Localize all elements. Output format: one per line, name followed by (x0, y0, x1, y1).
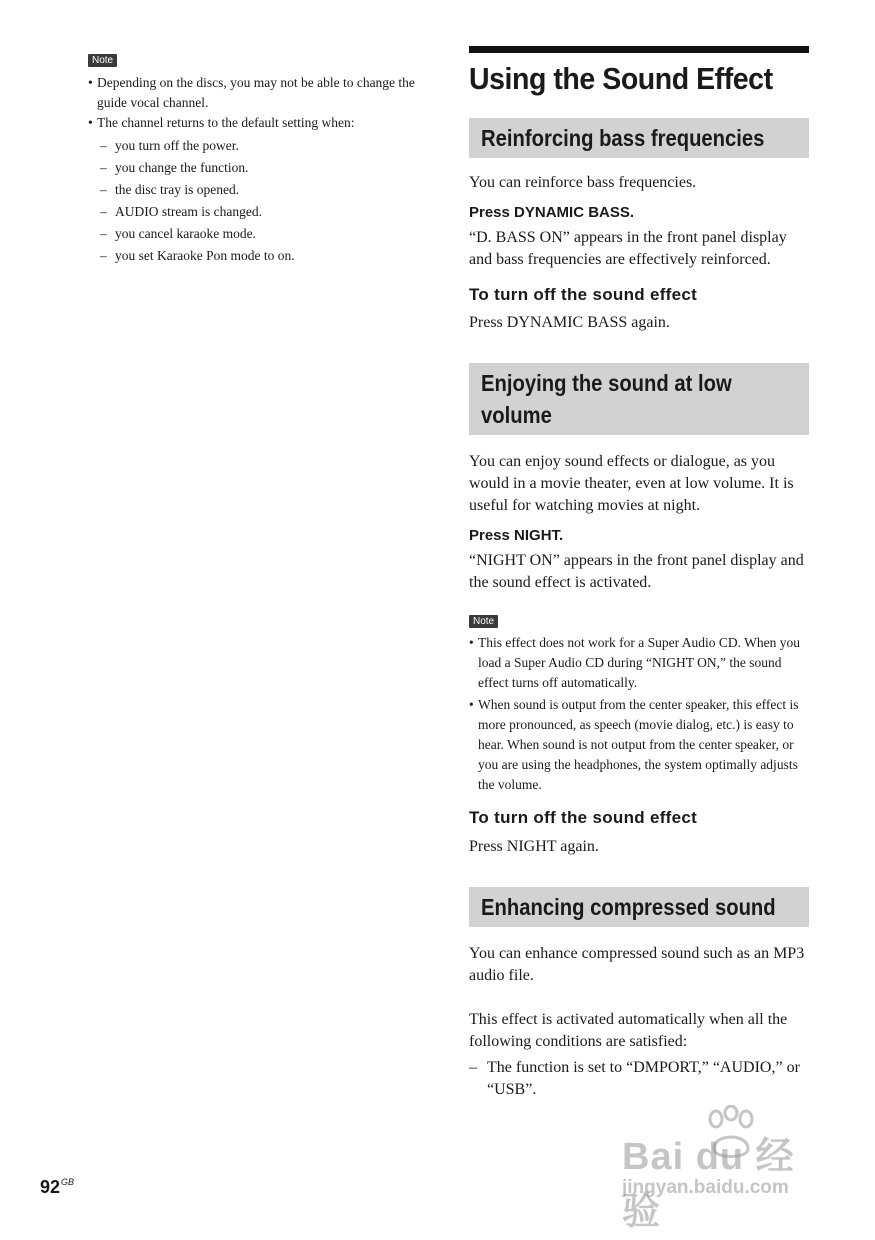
condition-item: – you set Karaoke Pon mode to on. (97, 245, 418, 267)
turn-off-text: Press DYNAMIC BASS again. (469, 314, 670, 331)
turn-off-text: Press NIGHT again. (469, 838, 599, 855)
note-tag: Note (469, 615, 498, 628)
note-tag: Note (88, 54, 117, 67)
condition-item: – you cancel karaoke mode. (97, 223, 418, 245)
note-item (88, 113, 418, 267)
main-column (469, 46, 809, 1101)
result-text: “D. BASS ON” appears in the front panel display and bass frequencies are effectively reinforced. (469, 229, 787, 268)
note-item-text: The channel returns to the default setting when: (97, 115, 355, 130)
condition-item: – you turn off the power. (97, 135, 418, 157)
watermark-url: jingyan.baidu.com (622, 1177, 789, 1198)
section-heading-bass: Reinforcing bass frequencies (469, 118, 809, 158)
auto-activation-text: This effect is activated automatically when all the following conditions are satisfied: (469, 1011, 788, 1050)
watermark (622, 1105, 832, 1233)
section-intro: You can enhance compressed sound such as an MP3 audio file. (469, 945, 805, 984)
condition-item: – The function is set to “DMPORT,” “AUDIO,” or “USB”. (469, 1057, 809, 1101)
instruction: Press DYNAMIC BASS. (469, 204, 635, 221)
title-rule (469, 46, 809, 53)
note-item: • Depending on the discs, you may not be able to change the guide vocal channel. (88, 73, 418, 113)
turn-off-heading: To turn off the sound effect (469, 808, 698, 827)
condition-item: – the disc tray is opened. (97, 179, 418, 201)
section-heading-compressed: Enhancing compressed sound (469, 887, 809, 927)
instruction: Press NIGHT. (469, 527, 564, 544)
section-intro: You can enjoy sound effects or dialogue, as you would in a movie theater, even at low volume. It is useful for watching movies at night. (469, 453, 794, 514)
watermark-logo: Bai du 经验 (622, 1136, 795, 1233)
conditions-list (469, 1057, 809, 1101)
condition-item: – AUDIO stream is changed. (97, 201, 418, 223)
note-list (469, 633, 809, 795)
reset-conditions-list (97, 135, 418, 267)
note-item: • This effect does not work for a Super Audio CD. When you load a Super Audio CD during “NIGHT ON,” the sound effect turns off automatically. (469, 633, 809, 693)
left-note-block (88, 50, 418, 267)
result-text: “NIGHT ON” appears in the front panel display and the sound effect is activated. (469, 552, 804, 591)
night-note-block (469, 611, 809, 795)
section-heading-night: Enjoying the sound at low volume (469, 363, 809, 435)
note-item: • When sound is output from the center speaker, this effect is more pronounced, as speech (movie dialog, etc.) is easy to hear. When sound is not output from the center speaker, or you are using the headphones, the system optimally adjusts the volume. (469, 695, 809, 795)
condition-item: – you change the function. (97, 157, 418, 179)
page-number: $92^{GB}$ (40, 1177, 75, 1197)
page-title: Using the Sound Effect (469, 61, 773, 96)
section-intro: You can reinforce bass frequencies. (469, 174, 697, 191)
page-number-suffix: GB (61, 1177, 75, 1187)
turn-off-heading: To turn off the sound effect (469, 285, 698, 304)
note-list (88, 73, 418, 267)
